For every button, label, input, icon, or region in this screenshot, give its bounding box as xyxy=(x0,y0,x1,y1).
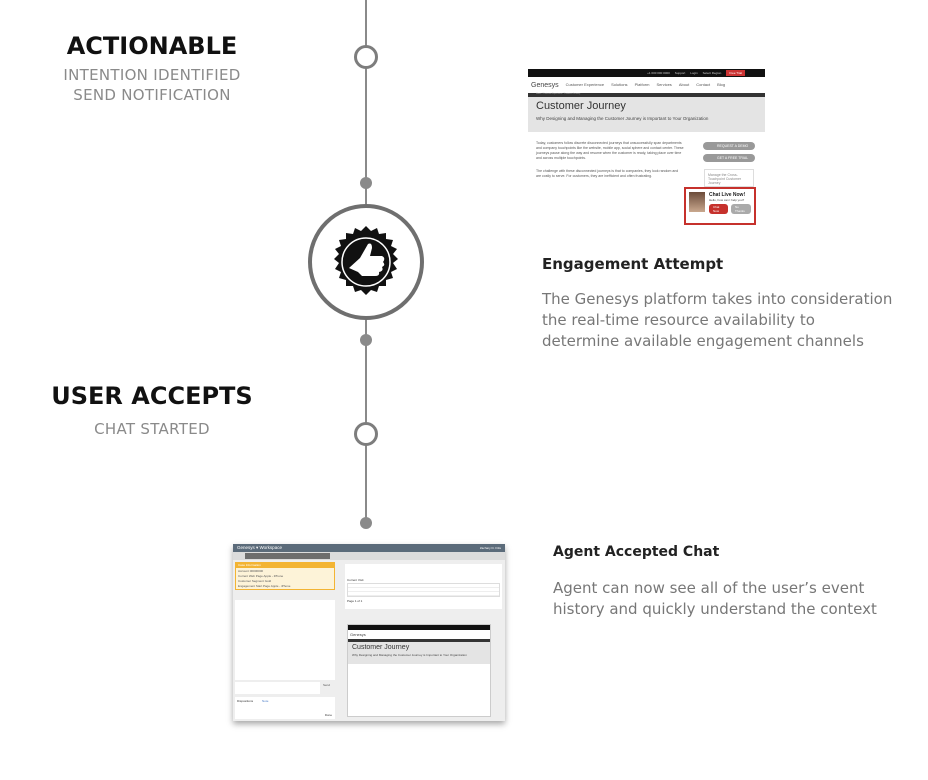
workspace-titlebar xyxy=(233,544,505,552)
site-body-text: Today, customers follow discrete disconnected journeys that unsuccessfully span departments and company touchpoints like the website, mobile app, social sphere and contact center. These journeys pause along the way and resume when the customer is ready, taking place over time and across multiple touchpoints. xyxy=(536,141,684,160)
stage-subtitle: CHAT STARTED xyxy=(94,420,210,438)
text-line: determine available engagement channels xyxy=(542,332,864,350)
timeline-dot xyxy=(360,334,372,346)
text-line: the real-time resource availability to xyxy=(542,311,815,329)
chat-transcript xyxy=(235,600,335,680)
event-description xyxy=(553,578,877,620)
text-line: The Genesys platform takes into consideration xyxy=(542,290,893,308)
workspace-screenshot xyxy=(233,544,505,721)
timeline-node-ring xyxy=(354,422,378,446)
stage-subtitle-line: INTENTION IDENTIFIED xyxy=(63,66,241,84)
tab-note: Note xyxy=(262,699,269,703)
no-thanks-button: No Thanks xyxy=(731,204,751,214)
site-topbar xyxy=(528,69,765,77)
nav-item: Platform xyxy=(634,82,650,87)
support-link: Support xyxy=(674,71,686,75)
field-value: 00000000 xyxy=(249,569,264,573)
timeline-node-ring xyxy=(354,45,378,69)
event-title: Engagement Attempt xyxy=(542,255,724,273)
engagement-badge xyxy=(308,204,424,320)
region-link: Select Region xyxy=(702,71,722,75)
stage-title: USER ACCEPTS xyxy=(51,382,253,410)
nav-item: Contact xyxy=(696,82,711,87)
tab-dispositions: Dispositions xyxy=(237,699,254,703)
stage-title: ACTIONABLE xyxy=(66,32,238,60)
brand-logo: Genesys xyxy=(350,632,366,637)
thumbs-up-seal-icon xyxy=(312,208,420,316)
breadcrumb: Home / Customer Experience / Customer Journey xyxy=(528,93,765,97)
field-value: Apple - iPhone xyxy=(270,584,291,588)
chat-title: Chat Live Now! xyxy=(709,192,746,198)
dispositions-panel xyxy=(235,697,335,719)
timeline-dot xyxy=(360,517,372,529)
site-hero xyxy=(528,97,765,132)
history-label: Current Visit xyxy=(347,578,364,582)
site-subtitle: Why Designing and Managing the Customer Journey is Important to Your Organization xyxy=(352,653,467,657)
field-value: Gold xyxy=(264,579,272,583)
agent-photo xyxy=(689,192,705,212)
free-trial-button: GET A FREE TRIAL xyxy=(703,154,755,162)
event-description xyxy=(542,289,892,352)
field-label: Account xyxy=(238,569,249,573)
site-subtitle: Why Designing and Managing the Customer Journey is Important to Your Organization xyxy=(536,116,709,121)
timeline-dot xyxy=(360,177,372,189)
chat-invite-popup xyxy=(684,187,756,225)
field-label: Engagement Start Page xyxy=(238,584,271,588)
request-demo-button: REQUEST A DEMO xyxy=(703,142,755,150)
field-value: Apple - iPhone xyxy=(263,574,284,578)
workspace-title: Genesys ▾ Workspace xyxy=(237,545,282,550)
agent-name: Zachary D. Fitts xyxy=(479,546,501,550)
field-label: Current Web Page xyxy=(238,574,263,578)
event-title: Agent Accepted Chat xyxy=(553,544,720,560)
nav-item: Blog xyxy=(717,82,726,87)
pager: Page 1 of 1 xyxy=(347,599,363,603)
brand-logo: Genesys xyxy=(531,81,559,89)
embedded-website xyxy=(347,624,491,717)
workspace-toolbar xyxy=(233,552,505,560)
site-body-text: The challenge with these disconnected journeys is that to companies, they look random and are costly to serve. For customers, they are inefficient and often frustrating. xyxy=(536,169,679,178)
nav-item: Services xyxy=(656,82,672,87)
text-line: Agent can now see all of the user’s event xyxy=(553,579,865,597)
text-line: history and quickly understand the context xyxy=(553,600,877,618)
field-label: Customer Segment xyxy=(238,579,264,583)
chat-now-button: Chat Now xyxy=(709,204,728,214)
site-title: Customer Journey xyxy=(352,644,410,651)
side-card: Manage the Cross-Touchpoint Customer Journey xyxy=(704,169,754,187)
chat-text: Hello, how can I help you? xyxy=(709,198,745,202)
website-screenshot xyxy=(528,69,765,227)
send-button: Send xyxy=(323,683,331,687)
nav-item: Customer Experience xyxy=(565,82,605,87)
nav-item: About xyxy=(678,82,690,87)
visit-history xyxy=(345,564,502,609)
chat-input xyxy=(235,682,320,694)
stage-subtitle xyxy=(27,65,277,105)
site-title: Customer Journey xyxy=(536,100,626,112)
panel-title: Case Information xyxy=(236,563,334,568)
trial-link: Free Trial xyxy=(726,70,745,76)
done-button: Done xyxy=(324,713,332,717)
nav-item: Solutions xyxy=(611,82,628,87)
site-nav xyxy=(528,77,765,93)
phone: +1 000 000 0000 xyxy=(647,71,670,75)
login-link: Login xyxy=(690,71,698,75)
case-info-panel xyxy=(235,562,335,590)
stage-subtitle-line: SEND NOTIFICATION xyxy=(73,86,231,104)
